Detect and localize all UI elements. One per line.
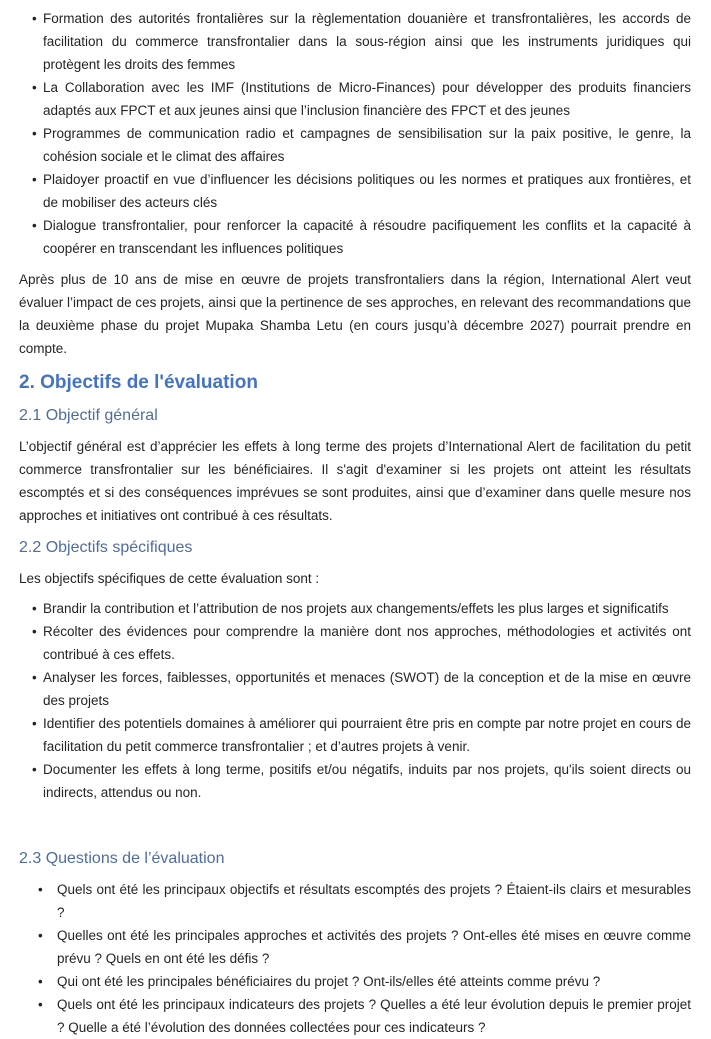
heading-section-2-1-objectif-general: 2.1 Objectif général bbox=[19, 407, 158, 424]
heading-section-2-2-objectifs-specifiques: 2.2 Objectifs spécifiques bbox=[19, 539, 193, 556]
objectifs-specifiques-bullet-list bbox=[19, 597, 691, 804]
list-item: • Quelles ont été les principales approches et activités des projets ? Ont-elles été mises en œuvre comme prévu ? Quels en ont été les défis ? bbox=[19, 924, 691, 970]
list-item: • Programmes de communication radio et campagnes de sensibilisation sur la paix positive, le genre, la cohésion sociale et le climat des affaires bbox=[19, 122, 691, 168]
list-item: • Quels ont été les principaux indicateurs des projets ? Quelles a été leur évolution depuis le premier projet ? Quelle a été l’évolution des données collectées pour ces indicateurs ? bbox=[19, 993, 691, 1039]
list-item: • Formation des autorités frontalières sur la règlementation douanière et transfrontalières, les accords de facilitation du commerce transfrontalier dans la sous-région ainsi que les instruments juridiques qui protègent les droits des femmes bbox=[19, 7, 691, 76]
objectif-general-paragraph: L’objectif général est d’apprécier les effets à long terme des projets d’International Alert de facilitation du petit commerce transfrontalier sur les bénéficiaires. Il s'agit d'examiner si les projets ont atteint les résultats escomptés et si des conséquences imprévues se sont produites, ainsi que d’examiner dans quelle mesure nos approches et initiatives ont contribué à ces résultats. bbox=[19, 439, 691, 523]
project-activities-bullet-list bbox=[19, 7, 691, 260]
heading-section-2-3-questions-evaluation: 2.3 Questions de l’évaluation bbox=[19, 850, 225, 867]
list-item: • Identifier des potentiels domaines à améliorer qui pourraient être pris en compte par notre projet en cours de facilitation du petit commerce transfrontalier ; et d’autres projets à venir. bbox=[19, 712, 691, 758]
list-item: • Qui ont été les principales bénéficiaires du projet ? Ont-ils/elles été atteints comme prévu ? bbox=[19, 970, 691, 993]
list-item: • Dialogue transfrontalier, pour renforcer la capacité à résoudre pacifiquement les conflits et la capacité à coopérer en transcendant les influences politiques bbox=[19, 214, 691, 260]
context-paragraph: Après plus de 10 ans de mise en œuvre de projets transfrontaliers dans la région, International Alert veut évaluer l’impact de ces projets, ainsi que la pertinence de ses approches, en relevant des recommandations que la deuxième phase du projet Mupaka Shamba Letu (en cours jusqu’à décembre 2027) pourrait prendre en compte. bbox=[19, 272, 691, 356]
list-item: • Documenter les effets à long terme, positifs et/ou négatifs, induits par nos projets, qu'ils soient directs ou indirects, attendus ou non. bbox=[19, 758, 691, 804]
list-item: • Analyser les forces, faiblesses, opportunités et menaces (SWOT) de la conception et de la mise en œuvre des projets bbox=[19, 666, 691, 712]
list-item: • Récolter des évidences pour comprendre la manière dont nos approches, méthodologies et activités ont contribué à ces effets. bbox=[19, 620, 691, 666]
list-item: • Brandir la contribution et l’attribution de nos projets aux changements/effets les plus larges et significatifs bbox=[19, 597, 691, 620]
list-item: • La Collaboration avec les IMF (Institutions de Micro-Finances) pour développer des produits financiers adaptés aux FPCT et aux jeunes ainsi que l’inclusion financière des FPCT et des jeunes bbox=[19, 76, 691, 122]
objectifs-specifiques-lead: Les objectifs spécifiques de cette évaluation sont : bbox=[19, 571, 320, 586]
list-item: • Plaidoyer proactif en vue d’influencer les décisions politiques ou les normes et pratiques aux frontières, et de mobiliser des acteurs clés bbox=[19, 168, 691, 214]
questions-evaluation-bullet-list bbox=[19, 878, 691, 1039]
heading-section-2-objectifs: 2. Objectifs de l'évaluation bbox=[19, 372, 258, 393]
list-item: • Quels ont été les principaux objectifs et résultats escomptés des projets ? Étaient-ils clairs et mesurables ? bbox=[19, 878, 691, 924]
